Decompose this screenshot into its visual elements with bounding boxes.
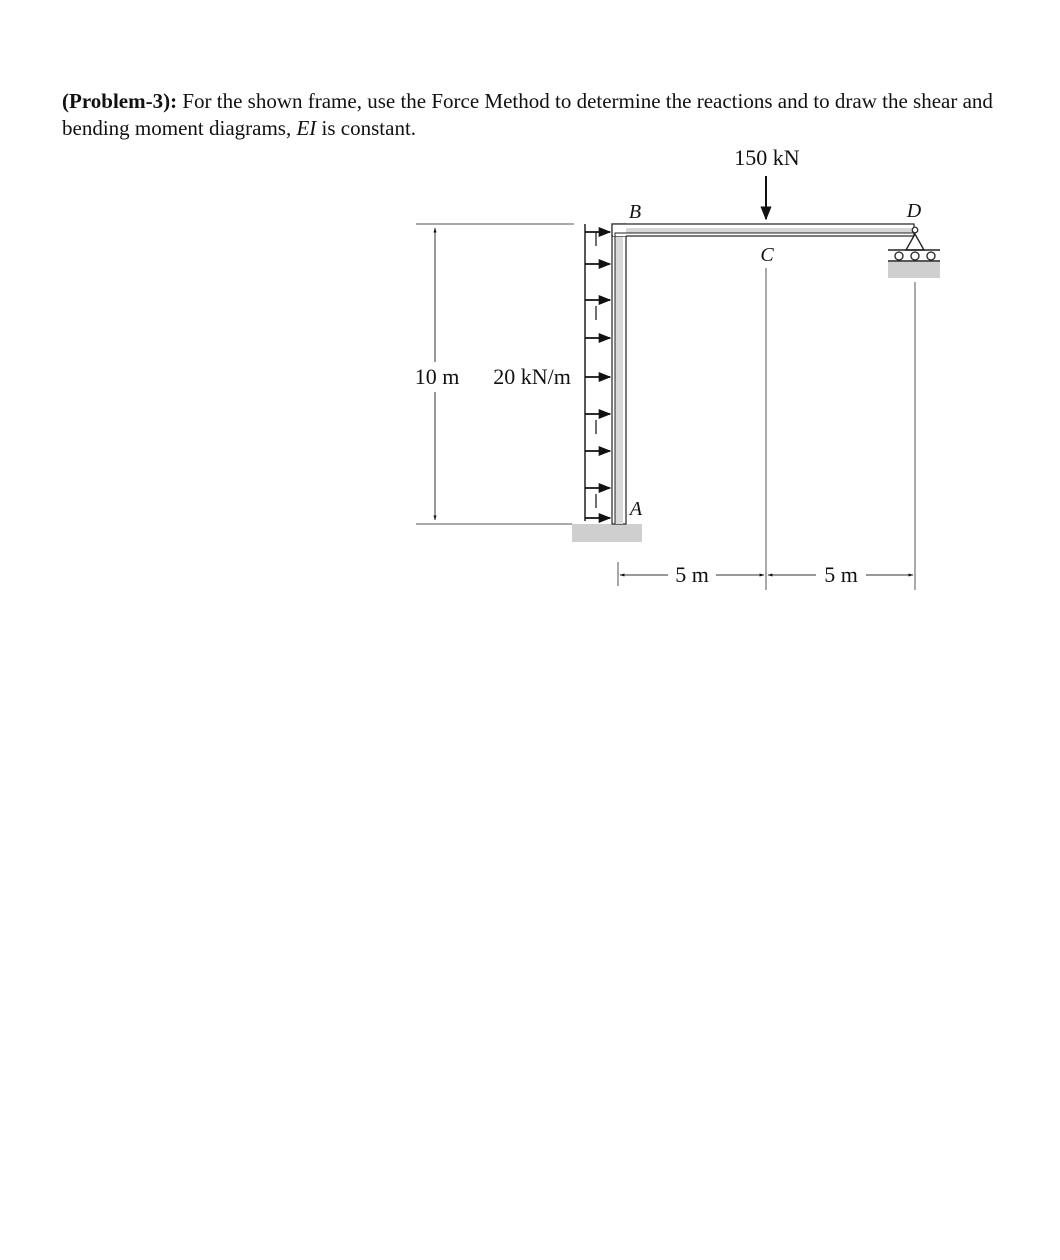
column-ab xyxy=(612,224,626,524)
label-b: B xyxy=(628,201,642,223)
problem-text-part1: For the shown frame, use the Force Method to determine the reactions and to draw the shear and bending moment diagrams, xyxy=(62,89,993,140)
label-c: C xyxy=(760,244,774,266)
span-left-label: 5 m xyxy=(675,562,709,587)
distributed-load-label: 20 kN/m xyxy=(493,364,571,389)
span-dimension xyxy=(618,268,915,590)
label-a: A xyxy=(629,498,643,520)
problem-ei: EI xyxy=(296,116,317,140)
distributed-load xyxy=(585,224,610,521)
problem-text-part2: is constant. xyxy=(316,116,417,140)
label-d: D xyxy=(906,200,922,222)
span-right-label: 5 m xyxy=(824,562,858,587)
height-dimension-label: 10 m xyxy=(414,364,460,389)
problem-label: (Problem-3): xyxy=(62,89,178,113)
beam-bd xyxy=(612,224,914,524)
fixed-support-a xyxy=(572,524,642,542)
point-load-label: 150 kN xyxy=(734,145,800,170)
